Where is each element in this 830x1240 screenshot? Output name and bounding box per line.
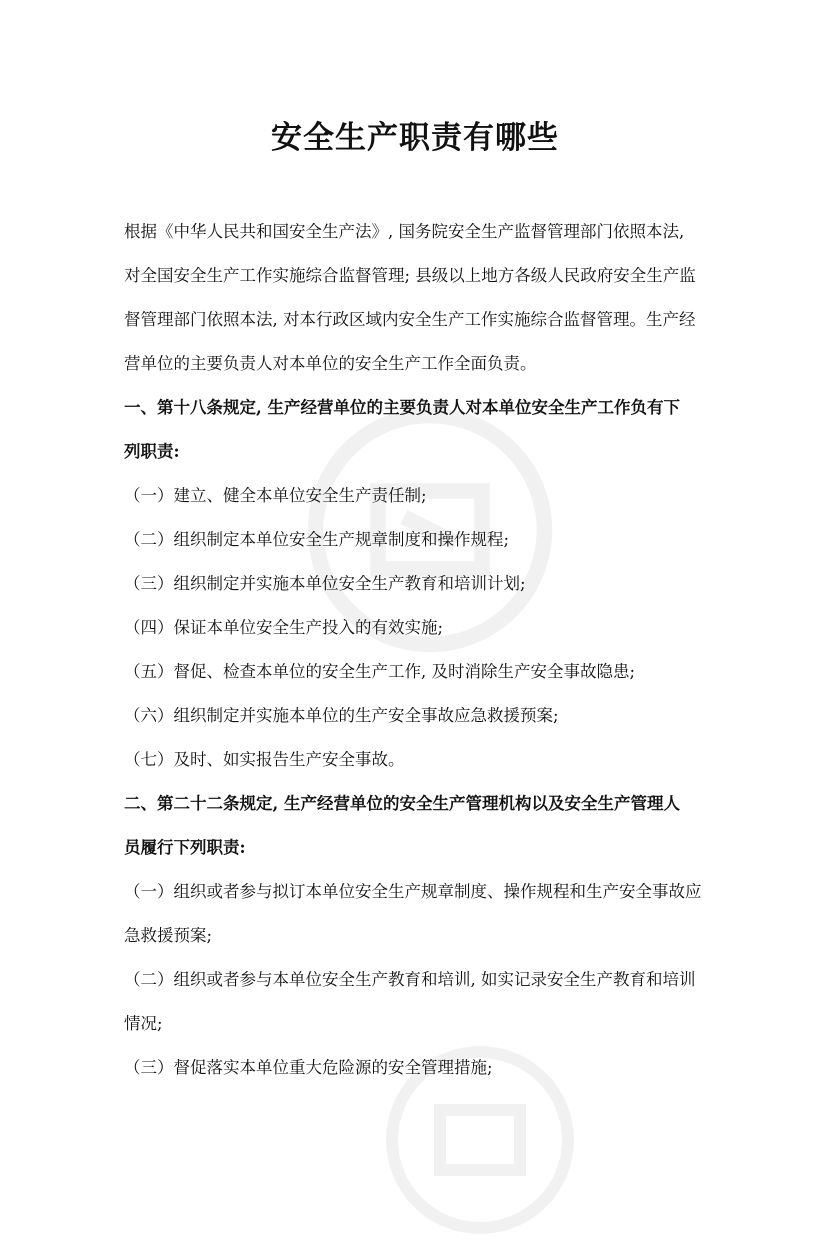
section-2: [124, 782, 714, 1090]
document-title: 安全生产职责有哪些: [271, 120, 559, 156]
section-heading: 员履行下列职责:: [124, 838, 246, 857]
section-heading: 一、第十八条规定, 生产经营单位的主要负责人对本单位安全生产工作负有下: [124, 398, 680, 417]
list-item: （二）组织或者参与本单位安全生产教育和培训, 如实记录安全生产教育和培训: [124, 970, 696, 989]
list-item: 急救援预案;: [124, 926, 213, 945]
intro-paragraph: [124, 210, 714, 386]
intro-line: 对全国安全生产工作实施综合监督管理; 县级以上地方各级人民政府安全生产监: [124, 266, 696, 285]
section-1: [124, 386, 714, 782]
list-item: （一）建立、健全本单位安全生产责任制;: [124, 486, 427, 505]
list-item: （二）组织制定本单位安全生产规章制度和操作规程;: [124, 530, 510, 549]
list-item: （三）组织制定并实施本单位安全生产教育和培训计划;: [124, 574, 526, 593]
list-item: （七）及时、如实报告生产安全事故。: [124, 750, 405, 769]
intro-line: 营单位的主要负责人对本单位的安全生产工作全面负责。: [124, 354, 537, 373]
list-item: 情况;: [124, 1014, 163, 1033]
list-item: （六）组织制定并实施本单位的生产安全事故应急救援预案;: [124, 706, 559, 725]
document-body: [124, 210, 714, 1090]
section-heading: 列职责:: [124, 442, 180, 461]
list-item: （四）保证本单位安全生产投入的有效实施;: [124, 618, 444, 637]
intro-line: 督管理部门依照本法, 对本行政区域内安全生产工作实施综合监督管理。生产经: [124, 310, 696, 329]
list-item: （三）督促落实本单位重大危险源的安全管理措施;: [124, 1058, 493, 1077]
list-item: （五）督促、检查本单位的安全生产工作, 及时消除生产安全事故隐患;: [124, 662, 636, 681]
list-item: （一）组织或者参与拟订本单位安全生产规章制度、操作规程和生产安全事故应: [124, 882, 702, 901]
section-heading: 二、第二十二条规定, 生产经营单位的安全生产管理机构以及安全生产管理人: [124, 794, 680, 813]
intro-line: 根据《中华人民共和国安全生产法》, 国务院安全生产监督管理部门依照本法,: [124, 222, 685, 241]
